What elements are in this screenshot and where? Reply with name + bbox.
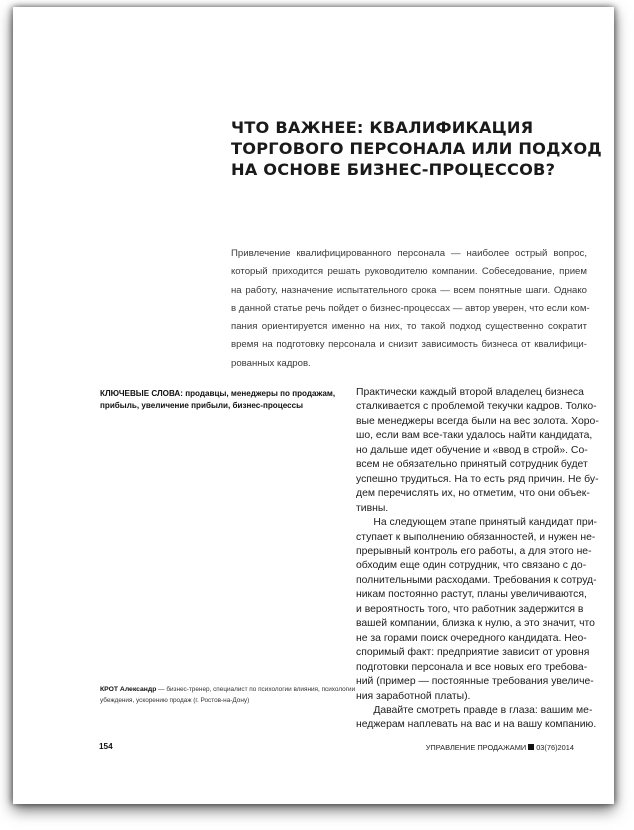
keywords-line: прибыль, увеличение прибыли, бизнес-процессы [100, 401, 304, 410]
lead-line: Привлечение квалифицированного персонала — наиболее острый вопрос, [231, 248, 587, 259]
body-line: не за горами поиск очередного кандидата. Нео- [356, 632, 587, 644]
article-lead [231, 245, 590, 373]
lead-line: рованных кадров. [231, 357, 311, 369]
keywords-line: КЛЮЧЕВЫЕ СЛОВА: продавцы, менеджеры по продажам, [100, 389, 336, 398]
body-line: неджерам наплевать на вас и на вашу компанию. [356, 719, 597, 731]
journal-name: УПРАВЛЕНИЕ ПРОДАЖАМИ [425, 743, 527, 752]
title-line: ТОРГОВОГО ПЕРСОНАЛА ИЛИ ПОДХОД [231, 139, 602, 158]
lead-line: пания ориентируется именно на них, то такой подход существенно сократит [231, 321, 587, 333]
body-line: вые менеджеры всегда были на вес золота. Хоро- [356, 415, 599, 427]
journal-footer [426, 743, 574, 752]
square-bullet-icon [528, 744, 534, 750]
body-line: сталкивается с проблемой текучки кадров. Толко- [356, 401, 597, 413]
body-line: успешно трудиться. На то есть ряд причин. Не бу- [356, 473, 599, 485]
body-line: споримый факт: предприятие зависит от уровня [356, 647, 590, 659]
body-line: ния заработной платы). [356, 690, 471, 702]
author-bio [100, 684, 356, 706]
body-line: дем перечислять их, но отметим, что они объек- [356, 488, 590, 500]
journal-issue: 03(76)2014 [536, 743, 574, 752]
title-line: ЧТО ВАЖНЕЕ: КВАЛИФИКАЦИЯ [231, 118, 534, 137]
author-description: — бизнес-тренер, специалист по психологии влияния, психологии [156, 686, 356, 693]
body-line: всем не обязательно принятый сотрудник будет [356, 459, 588, 471]
body-line: но дальше идет обучение и «ввод в строй». Со- [356, 444, 588, 456]
page-number: 154 [99, 742, 113, 751]
body-line: тивны. [356, 502, 389, 514]
body-line: ний (пример — постоянные требования увеличе- [356, 676, 594, 688]
author-line [100, 684, 356, 695]
body-line: никам постоянно растут, планы увеличиваются, [356, 589, 587, 601]
lead-line: в данной статье речь пойдет о бизнес-процессах — автор уверен, что если ком- [231, 302, 590, 314]
body-line: Давайте смотреть правде в глаза: вашим ме- [356, 704, 593, 716]
body-line: подготовки персонала и все новых его требова- [356, 661, 588, 673]
body-line: Практически каждый второй владелец бизнеса [356, 387, 584, 398]
body-line: и вероятность того, что работник задержится в [356, 603, 584, 615]
body-line: шо, если вам все-таки удалось найти кандидата, [356, 430, 593, 442]
title-line: НА ОСНОВЕ БИЗНЕС-ПРОЦЕССОВ? [231, 160, 556, 179]
article-title [231, 117, 602, 180]
lead-line: на работу, назначение испытательного срока — всем понятные шаги. Однако [231, 284, 587, 296]
body-line: На следующем этапе принятый кандидат при- [356, 517, 597, 529]
author-name: КРОТ Александр [100, 686, 157, 693]
author-description-cont: убеждения, ускорению продаж (г. Ростов-на-Дону) [100, 697, 250, 704]
lead-line: который приходится решать руководителю компании. Собеседование, прием [231, 266, 587, 278]
magazine-page [13, 7, 614, 804]
lead-line: время на подготовку персонала и снизит зависимость бизнеса от квалифици- [231, 339, 587, 351]
body-line: вашей компании, близка к нулю, а это значит, что [356, 618, 595, 630]
body-line: обходим еще один сотрудник, что связано с до- [356, 560, 587, 572]
body-line: полнительными расходами. Требования к сотруд- [356, 574, 597, 586]
keywords [100, 388, 340, 412]
article-body [356, 386, 599, 733]
body-line: прерывный контроль его работы, а для этого не- [356, 545, 592, 557]
body-line: ступает к выполнению обязанностей, и нужен не- [356, 531, 596, 543]
